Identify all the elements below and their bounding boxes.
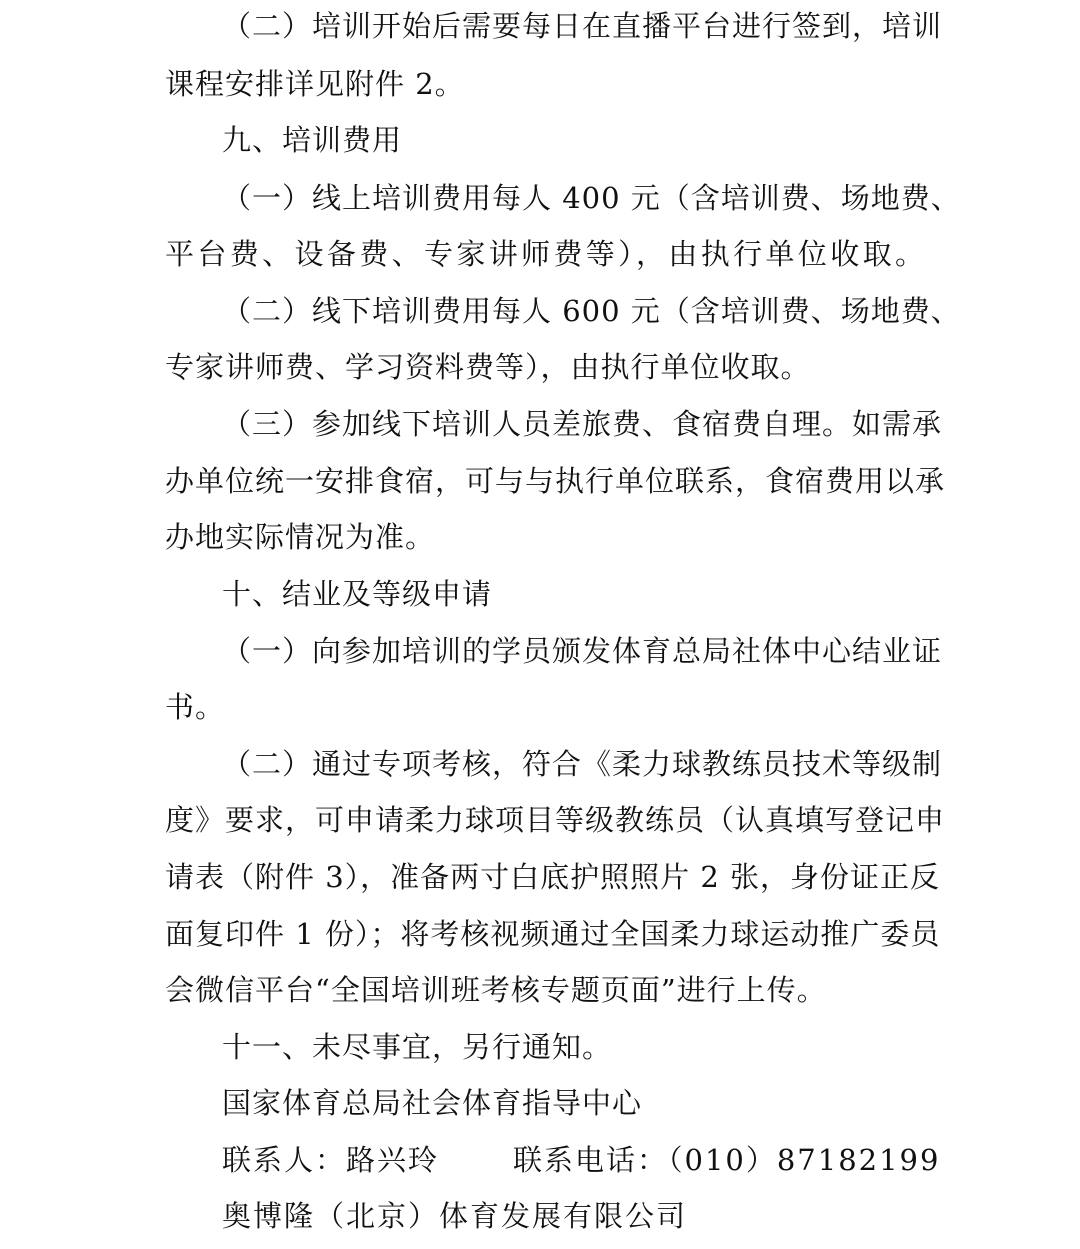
paragraph-line: 书。: [165, 690, 226, 724]
contact-person: 联系人：路兴玲: [222, 1143, 440, 1177]
contact-phone: 联系电话：（010）87182199: [513, 1143, 941, 1177]
section-heading: 九、培训费用: [222, 123, 403, 157]
paragraph-line: 面复印件 1 份）；将考核视频通过全国柔力球运动推广委员: [165, 917, 941, 951]
paragraph-line: 平台费、设备费、专家讲师费等），由执行单位收取。: [165, 237, 925, 271]
paragraph-line: （一）线上培训费用每人 400 元（含培训费、场地费、: [222, 181, 961, 215]
paragraph-line: （一）向参加培训的学员颁发体育总局社体中心结业证: [222, 634, 943, 668]
paragraph-line: （二）通过专项考核，符合《柔力球教练员技术等级制: [222, 747, 943, 781]
paragraph-line: 专家讲师费、学习资料费等），由执行单位收取。: [165, 350, 811, 384]
paragraph-line: 度》要求，可申请柔力球项目等级教练员（认真填写登记申: [165, 803, 946, 837]
paragraph-line: （二）线下培训费用每人 600 元（含培训费、场地费、: [222, 294, 961, 328]
paragraph-line: （三）参加线下培训人员差旅费、食宿费自理。如需承: [222, 407, 943, 441]
paragraph-line: 办地实际情况为准。: [165, 520, 436, 554]
paragraph-line: 会微信平台“全国培训班考核专题页面”进行上传。: [165, 973, 827, 1007]
paragraph-line: 请表（附件 3），准备两寸白底护照照片 2 张，身份证正反: [165, 860, 941, 894]
paragraph-line: 办单位统一安排食宿，可与与执行单位联系，食宿费用以承: [165, 464, 946, 498]
paragraph-line: （二）培训开始后需要每日在直播平台进行签到，培训: [222, 9, 943, 43]
section-heading: 十、结业及等级申请: [222, 577, 493, 611]
section-heading: 十一、未尽事宜，另行通知。: [222, 1030, 613, 1064]
organization-name: 国家体育总局社会体育指导中心: [222, 1086, 643, 1120]
paragraph-line: 课程安排详见附件 2。: [165, 67, 465, 101]
company-name: 奥博隆（北京）体育发展有限公司: [222, 1199, 688, 1233]
